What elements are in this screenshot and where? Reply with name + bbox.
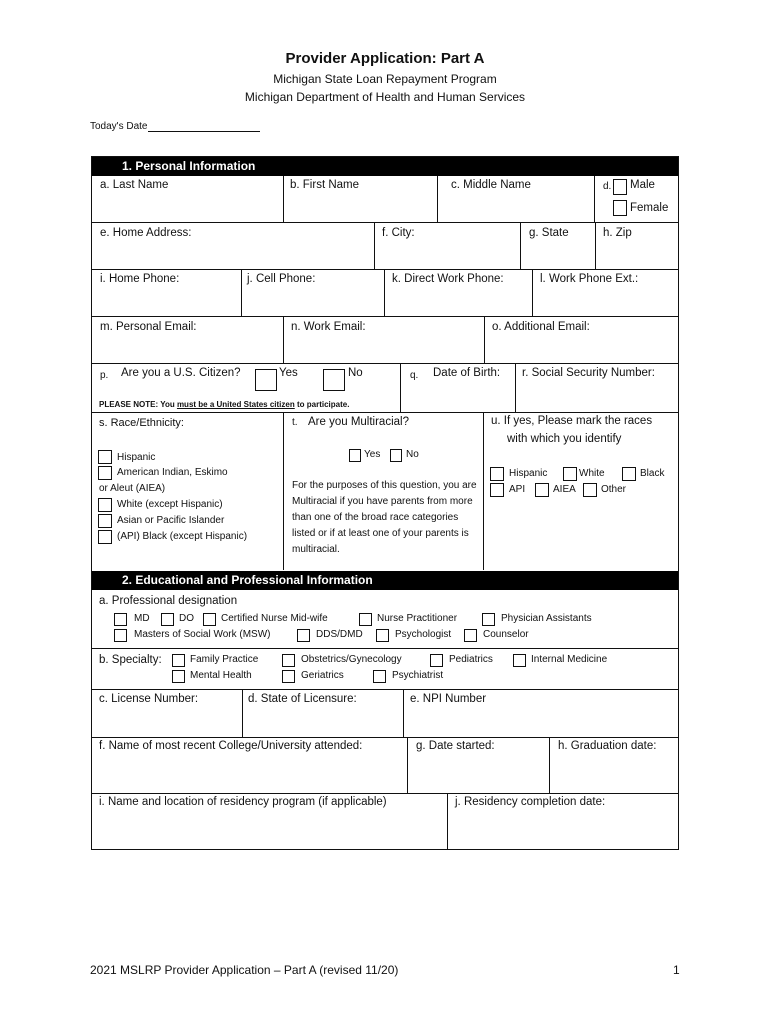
specialty-geri-checkbox[interactable]	[282, 670, 295, 683]
row-divider	[92, 363, 678, 364]
specialty-peds-label: Pediatrics	[449, 654, 493, 665]
designation-psychologist-label: Psychologist	[395, 629, 452, 640]
program-name: Michigan State Loan Repayment Program	[273, 72, 497, 86]
section-education-header: 2. Educational and Professional Information	[92, 571, 678, 590]
cell-phone-field[interactable]: j. Cell Phone:	[247, 273, 316, 285]
specialty-obgyn-checkbox[interactable]	[282, 654, 295, 667]
race-black-checkbox[interactable]	[98, 530, 112, 544]
first-name-field[interactable]: b. First Name	[290, 179, 360, 191]
designation-cnm-label: Certified Nurse Mid-wife	[221, 613, 328, 624]
row-divider	[92, 648, 678, 649]
race-aiea-label-2: or Aleut (AIEA)	[99, 483, 166, 494]
row-divider	[92, 316, 678, 317]
section-personal-info-header: 1. Personal Information	[92, 157, 678, 176]
zip-field[interactable]: h. Zip	[603, 227, 632, 239]
races-white-label: White	[579, 468, 605, 479]
race-api-checkbox[interactable]	[98, 514, 112, 528]
races-question-line1: u. If yes, Please mark the races	[491, 415, 653, 427]
home-address-field[interactable]: e. Home Address:	[100, 227, 192, 239]
divider	[594, 176, 595, 222]
designation-pa-checkbox[interactable]	[482, 613, 495, 626]
dob-letter: q.	[410, 370, 419, 381]
races-hispanic-checkbox[interactable]	[490, 467, 504, 481]
work-phone-ext-field[interactable]: l. Work Phone Ext.:	[540, 273, 639, 285]
races-api-label: API	[509, 484, 526, 495]
races-aiea-checkbox[interactable]	[535, 483, 549, 497]
citizen-yes-label: Yes	[279, 367, 298, 379]
residency-completion-field[interactable]: j. Residency completion date:	[455, 796, 606, 808]
professional-designation-label: a. Professional designation	[99, 595, 238, 607]
male-label: Male	[630, 179, 655, 191]
date-started-field[interactable]: g. Date started:	[416, 740, 495, 752]
divider	[384, 269, 385, 316]
divider	[484, 316, 485, 363]
races-api-checkbox[interactable]	[490, 483, 504, 497]
citizen-note-pre: PLEASE NOTE: You	[99, 400, 177, 409]
divider	[407, 737, 408, 793]
specialty-psychiatrist-label: Psychiatrist	[392, 670, 444, 681]
designation-msw-label: Masters of Social Work (MSW)	[134, 629, 271, 640]
multiracial-no-checkbox[interactable]	[390, 449, 402, 462]
specialty-label: b. Specialty:	[99, 654, 162, 666]
divider	[242, 689, 243, 737]
college-field[interactable]: f. Name of most recent College/University attended:	[99, 740, 363, 752]
races-other-label: Other	[601, 484, 627, 495]
race-black-label: (API) Black (except Hispanic)	[117, 531, 248, 542]
ssn-field[interactable]: r. Social Security Number:	[522, 367, 655, 379]
divider	[283, 412, 284, 570]
date-of-birth-field[interactable]: Date of Birth:	[433, 367, 501, 379]
races-aiea-label: AIEA	[553, 484, 576, 495]
application-form	[91, 156, 679, 850]
designation-do-label: DO	[179, 613, 194, 624]
divider	[400, 363, 401, 412]
divider	[437, 176, 438, 222]
npi-number-field[interactable]: e. NPI Number	[410, 693, 487, 705]
specialty-psychiatrist-checkbox[interactable]	[373, 670, 386, 683]
state-field[interactable]: g. State	[529, 227, 569, 239]
specialty-mh-label: Mental Health	[190, 670, 252, 681]
specialty-mh-checkbox[interactable]	[172, 670, 185, 683]
todays-date-label: Today's Date	[90, 121, 148, 132]
specialty-peds-checkbox[interactable]	[430, 654, 443, 667]
divider	[283, 176, 284, 222]
race-aiea-checkbox[interactable]	[98, 466, 112, 480]
divider	[532, 269, 533, 316]
races-black-label: Black	[640, 468, 665, 479]
race-aiea-label-1: American Indian, Eskimo	[117, 467, 228, 478]
designation-dds-checkbox[interactable]	[297, 629, 310, 642]
designation-md-label: MD	[134, 613, 150, 624]
divider	[283, 316, 284, 363]
multiracial-question: Are you Multiracial?	[308, 416, 409, 428]
races-hispanic-label: Hispanic	[509, 468, 548, 479]
divider	[515, 363, 516, 412]
divider	[447, 793, 448, 850]
citizen-note-emphasis: must be a United States citizen	[176, 400, 295, 409]
races-black-checkbox[interactable]	[622, 467, 636, 481]
last-name-field[interactable]: a. Last Name	[100, 179, 169, 191]
divider	[595, 222, 596, 269]
citizen-letter: p.	[100, 370, 109, 381]
designation-np-checkbox[interactable]	[359, 613, 372, 626]
divider	[403, 689, 404, 737]
footer-title: 2021 MSLRP Provider Application – Part A (revised 11/20)	[90, 963, 399, 977]
graduation-date-field[interactable]: h. Graduation date:	[558, 740, 657, 752]
home-phone-field[interactable]: i. Home Phone:	[100, 273, 180, 285]
designation-md-checkbox[interactable]	[114, 613, 127, 626]
row-divider	[92, 793, 678, 794]
races-question-line2: with which you identify	[507, 433, 622, 445]
citizen-note	[99, 400, 349, 409]
divider	[520, 222, 521, 269]
license-number-field[interactable]: c. License Number:	[99, 693, 199, 705]
additional-email-field[interactable]: o. Additional Email:	[492, 321, 590, 333]
female-checkbox[interactable]	[613, 200, 627, 216]
personal-email-field[interactable]: m. Personal Email:	[100, 321, 197, 333]
male-checkbox[interactable]	[613, 179, 627, 195]
divider	[483, 412, 484, 570]
residency-program-field[interactable]: i. Name and location of residency program (if applicable)	[99, 796, 387, 808]
todays-date-row	[90, 121, 260, 132]
citizen-no-label: No	[348, 367, 363, 379]
race-hispanic-label: Hispanic	[117, 452, 156, 463]
row-divider	[92, 737, 678, 738]
city-field[interactable]: f. City:	[382, 227, 415, 239]
work-email-field[interactable]: n. Work Email:	[291, 321, 366, 333]
citizen-question: Are you a U.S. Citizen?	[121, 367, 241, 379]
specialty-im-label: Internal Medicine	[531, 654, 608, 665]
multiracial-letter: t.	[292, 417, 298, 428]
divider	[549, 737, 550, 793]
designation-msw-checkbox[interactable]	[114, 629, 127, 642]
specialty-geri-label: Geriatrics	[301, 670, 344, 681]
multiracial-yes-checkbox[interactable]	[349, 449, 361, 462]
races-white-checkbox[interactable]	[563, 467, 577, 481]
designation-dds-label: DDS/DMD	[316, 629, 363, 640]
citizen-note-post: to participate.	[294, 400, 350, 409]
race-ethnicity-label: s. Race/Ethnicity:	[99, 417, 184, 429]
page-title: Provider Application: Part A	[285, 50, 485, 67]
multiracial-no-label: No	[406, 449, 419, 460]
female-label: Female	[630, 202, 669, 214]
todays-date-field[interactable]	[148, 121, 260, 132]
races-other-checkbox[interactable]	[583, 483, 597, 497]
middle-name-field[interactable]: c. Middle Name	[451, 179, 531, 191]
specialty-obgyn-label: Obstetrics/Gynecology	[301, 654, 402, 665]
row-divider	[92, 412, 678, 413]
designation-counselor-label: Counselor	[483, 629, 529, 640]
row-divider	[92, 222, 678, 223]
divider	[374, 222, 375, 269]
designation-psychologist-checkbox[interactable]	[376, 629, 389, 642]
race-white-label: White (except Hispanic)	[117, 499, 223, 510]
row-divider	[92, 269, 678, 270]
designation-counselor-checkbox[interactable]	[464, 629, 477, 642]
race-api-label: Asian or Pacific Islander	[117, 515, 225, 526]
state-of-licensure-field[interactable]: d. State of Licensure:	[248, 693, 357, 705]
divider	[241, 269, 242, 316]
race-hispanic-checkbox[interactable]	[98, 450, 112, 464]
gender-letter: d.	[603, 181, 612, 192]
page-number: 1	[673, 963, 680, 977]
direct-work-phone-field[interactable]: k. Direct Work Phone:	[392, 273, 504, 285]
designation-pa-label: Physician Assistants	[501, 613, 592, 624]
race-white-checkbox[interactable]	[98, 498, 112, 512]
multiracial-yes-label: Yes	[364, 449, 381, 460]
department-name: Michigan Department of Health and Human Services	[244, 90, 526, 104]
designation-do-checkbox[interactable]	[161, 613, 174, 626]
specialty-fp-label: Family Practice	[190, 654, 259, 665]
designation-np-label: Nurse Practitioner	[377, 613, 458, 624]
citizen-yes-checkbox[interactable]	[255, 369, 277, 391]
designation-cnm-checkbox[interactable]	[203, 613, 216, 626]
specialty-fp-checkbox[interactable]	[172, 654, 185, 667]
row-divider	[92, 689, 678, 690]
specialty-im-checkbox[interactable]	[513, 654, 526, 667]
citizen-no-checkbox[interactable]	[323, 369, 345, 391]
multiracial-note: For the purposes of this question, you are Multiracial if you have parents from more than one of the broad race categories listed or if at least one of your parents is multiracial.	[292, 480, 477, 555]
